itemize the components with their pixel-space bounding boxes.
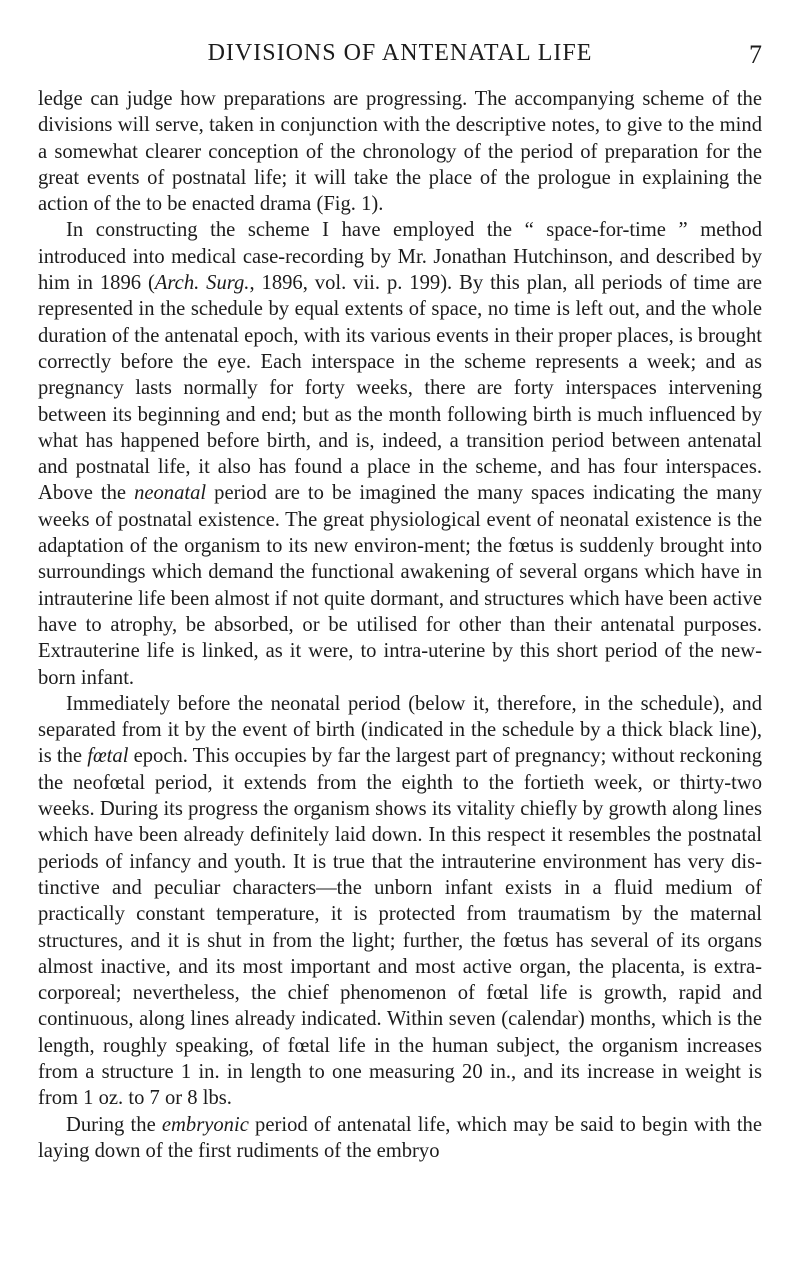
- body-text: [38, 86, 762, 1164]
- paragraph-2: [38, 217, 762, 690]
- text-segment: , 1896, vol. vii. p. 199). By this plan, all periods of time are represented in the schedule by equal extents of space, no time is left out, and the whole duration of the antenatal epoch, with its various events in their proper places, is brought correctly before the eye. Each interspace in the scheme represents a week; and as pregnancy lasts normally for forty weeks, there are forty interspaces intervening between its beginning and end; but as the month following birth is much influenced by what has happened before birth, and is, indeed, a transition period between antenatal and postnatal life, it also has found a place in the scheme, and has four interspaces. Above the: [38, 272, 763, 505]
- text-segment: Immediately before the neonatal period (below it, therefore, in the schedule), and separated from it by the event of birth (indicated in the schedule by a thick black line), is the: [38, 692, 762, 768]
- running-title: DIVISIONS OF ANTENATAL LIFE: [207, 40, 593, 66]
- paragraph-1: [38, 86, 762, 217]
- text-segment: period are to be imagined the many spaces indicating the many weeks of postnatal existence. The great physiological event of neonatal existence is the adaptation of the organism to its new environ-ment; the fœtus is suddenly brought into surroundings which demand the functional awakening of several organs which have in intrauterine life been almost if not quite dormant, and structures which have been active have to atrophy, be absorbed, or be utilised for other than their antenatal purposes. Extrauterine life is linked, as it were, to intra-uterine by this short period of the new-born infant.: [38, 482, 762, 689]
- text-segment: During the: [66, 1113, 162, 1136]
- text-segment: epoch. This occupies by far the largest part of pregnancy; without reckoning the neofœtal period, it extends from the eighth to the fortieth week, or thirty-two weeks. During its progress the organism shows its vitality chiefly by growth along lines which have been already definitely laid down. In this respect it resembles the postnatal periods of infancy and youth. It is true that the intrauterine environment has very dis-tinctive and peculiar characters—the unborn infant exists in a fluid medium of practically constant temperature, it is protected from traumatism by the maternal structures, and it is shut in from the light; further, the fœtus has several of its organs almost inactive, and its most important and most active organ, the placenta, is extra-corporeal; nevertheless, the chief phenomenon of fœtal life is growth, rapid and continuous, along lines already indicated. Within seven (calendar) months, which is the length, roughly speaking, of fœtal life in the human subject, the organism increases from a structure 1 in. in length to one measuring 20 in., and its increase in weight is from 1 oz. to 7 or 8 lbs.: [38, 745, 762, 1110]
- term-neonatal: neonatal: [134, 482, 207, 505]
- text-segment: period of antenatal life, which may be said to begin with the laying down of the first rudiments of the embryo: [38, 1113, 762, 1162]
- text-segment: ledge can judge how preparations are progressing. The accompanying scheme of the divisions will serve, taken in conjunction with the descriptive notes, to give to the mind a somewhat clearer conception of the chronology of the period of preparation for the great events of postnatal life; it will take the place of the prologue in explaining the action of the to be enacted drama (Fig. 1).: [38, 88, 762, 216]
- term-foetal: fœtal: [87, 745, 129, 768]
- journal-title: Arch. Surg.: [154, 272, 250, 295]
- page-number: 7: [749, 40, 762, 69]
- running-head: [38, 40, 762, 76]
- paragraph-3: [38, 691, 762, 1112]
- paragraph-4: [38, 1112, 762, 1165]
- term-embryonic: embryonic: [161, 1113, 249, 1136]
- text-segment: In constructing the scheme I have employed the “ space-for-time ” method introduced into medical case-recording by Mr. Jonathan Hutchinson, and described by him in 1896 (: [38, 219, 762, 295]
